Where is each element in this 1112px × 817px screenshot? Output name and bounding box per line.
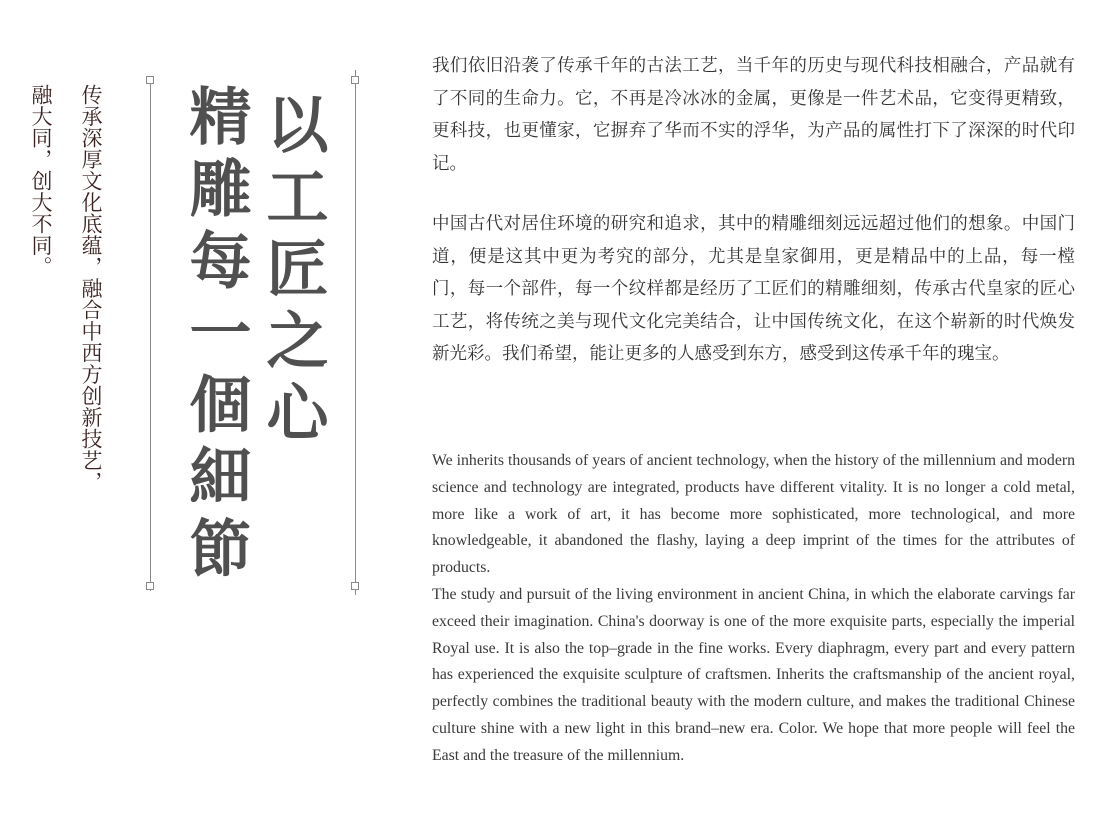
frame-corner-node bbox=[146, 582, 154, 590]
frame-left-line bbox=[150, 76, 151, 591]
body-paragraph-cn-2: 中国古代对居住环境的研究和追求，其中的精雕细刻远远超过他们的想象。中国门道，便是这其中更为考究的部分，尤其是皇家御用，更是精品中的上品，每一樘门，每一个部件，每一个纹样都是经历了工匠们的精雕细刻，传承古代皇家的匠心工艺，将传统之美与现代文化完美结合，让中国传统文化，在这个崭新的时代焕发新光彩。我们希望，能让更多的人感受到东方，感受到这传承千年的瑰宝。 bbox=[432, 214, 1075, 364]
frame-right-line bbox=[355, 70, 356, 595]
body-paragraph-en-2: The study and pursuit of the living environment in ancient China, in which the elaborate carvings far exceed their imagination. China's doorway is one of the more exquisite parts, especially the imperial Royal use. It is also the top–grade in the fine works. Every diaphragm, every part and every pattern has experienced the exquisite sculpture of craftsmen. Inherits the craftsmanship of the ancient royal, perfectly combines the traditional beauty with the modern culture, and makes the traditional Chinese culture shine with a new light in this brand–new era. Color. We hope that more people will feel the East and the treasure of the millennium. bbox=[432, 586, 1075, 764]
frame-corner-node bbox=[351, 76, 359, 84]
frame-corner-node bbox=[351, 582, 359, 590]
subtitle-line-2: 融大同，创大不同。 bbox=[29, 84, 53, 278]
calligraphy-column-left: 精雕每一個細節 bbox=[179, 84, 252, 588]
body-paragraph-en-1: We inherits thousands of years of ancient technology, when the history of the millennium and modern science and technology are integrated, products have different vitality. It is no longer a cold metal, more like a work of art, it has become more sophisticated, more technological, and more knowledgeable, it abandoned the flashy, laying a deep imprint of the times for the attributes of products. bbox=[432, 452, 1075, 577]
subtitle-line-1: 传承深厚文化底蕴，融合中西方创新技艺， bbox=[79, 84, 103, 493]
body-paragraph-cn-1: 我们依旧沿袭了传承千年的古法工艺，当千年的历史与现代科技相融合，产品就有了不同的生命力。它，不再是冷冰冰的金属，更像是一件艺术品，它变得更精致，更科技，也更懂家，它摒弃了华而不实的浮华，为产品的属性打下了深深的时代印记。 bbox=[432, 56, 1075, 174]
frame-corner-node bbox=[146, 76, 154, 84]
calligraphy-column-right: 以工匠之心 bbox=[256, 92, 329, 452]
